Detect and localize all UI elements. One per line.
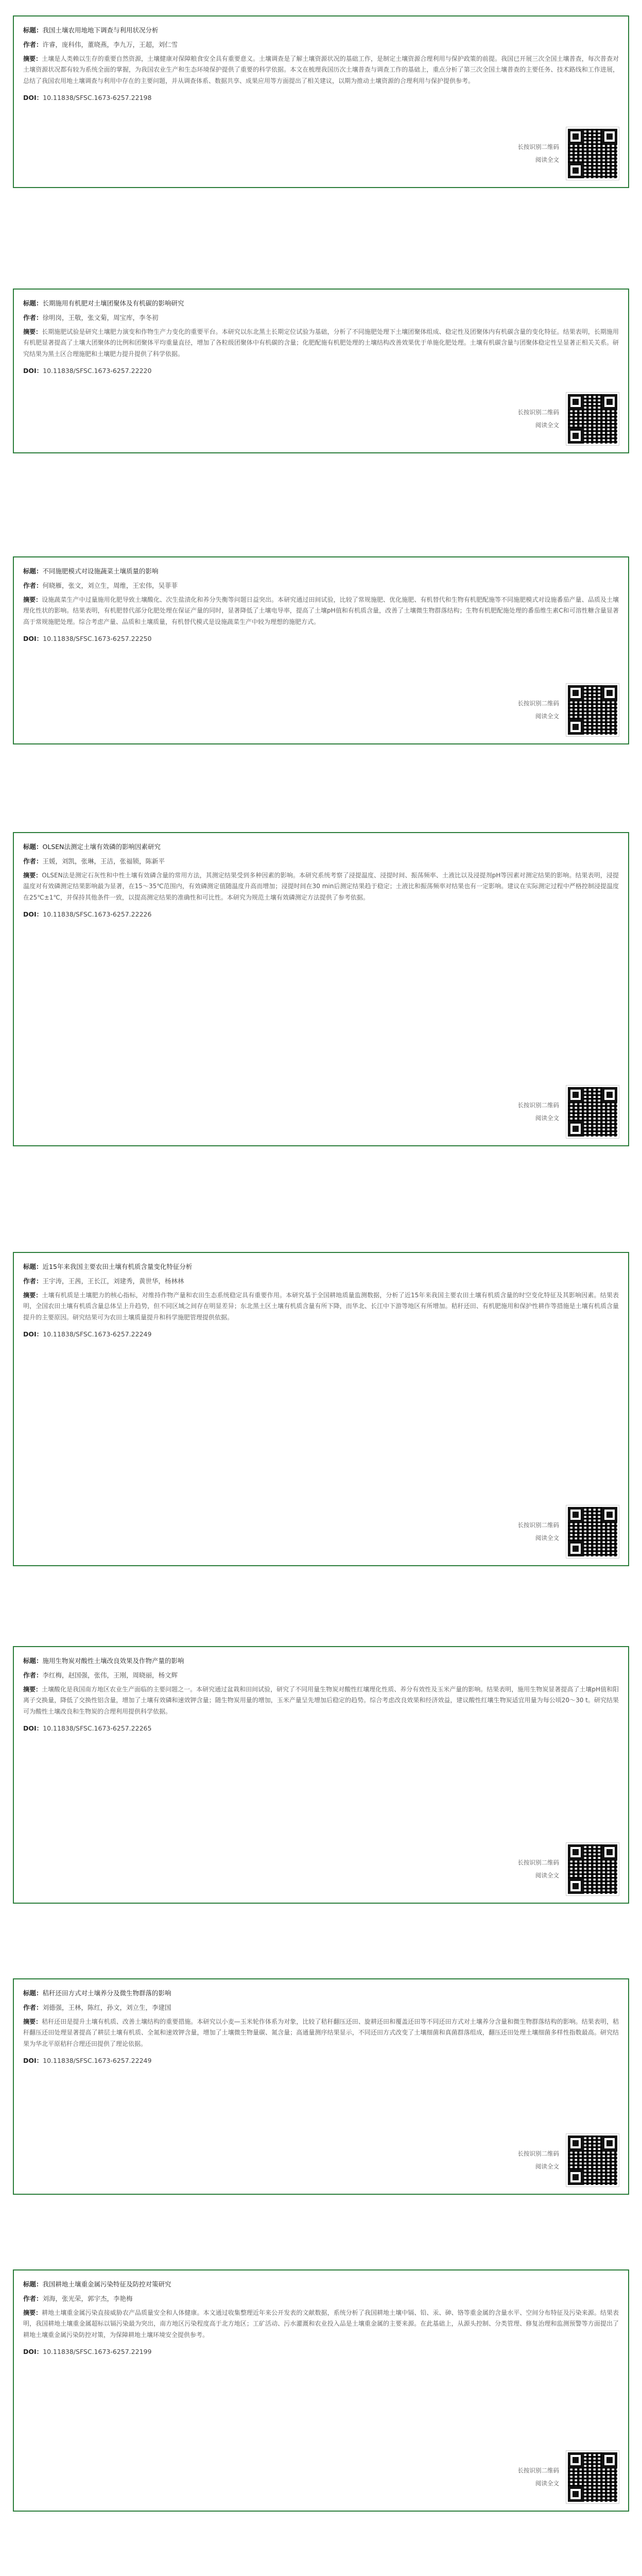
- article-title-row: 标题：近15年来我国主要农田土壤有机质含量变化特征分析: [23, 1263, 193, 1270]
- article-title: 我国耕地土壤重金属污染特征及防控对策研究: [42, 2280, 171, 2288]
- article-authors-row: 作者：许睿，庞科伟，董晓燕，李九万，王超，刘仁雪: [23, 40, 178, 48]
- qr-area: [518, 1505, 619, 1558]
- article-title: OLSEN法测定土壤有效磷的影响因素研究: [42, 843, 161, 851]
- article-card: [13, 289, 629, 453]
- article-doi: 10.11838/SFSC.1673-6257.22199: [43, 2347, 152, 2355]
- article-abstract-row: 摘要：土壤是人类赖以生存的重要自然资源，土壤健康对保障粮食安全具有重要意义。土壤调查是了解土壤资源状况的基础工作，是制定土壤资源合理利用与保护政策的前提。我国已开展三次全国土壤普查，每次普查对土壤资源状况都有较为系统全面的掌握，为我国农业生产和生态环境保护提供了重要的科学依据。本文在梳理我国历次土壤普查与调查工作的基础上，重点分析了第三次全国土壤普查的主要任务、技术路线和工作进展，总结了我国农用地土壤调查与利用中存在的主要问题，并从调查体系、数据共享、成果应用等方面提出了相关建议，以期为推动土壤资源的合理利用与保护提供参考。: [23, 55, 619, 84]
- article-abstract: 长期施肥试验是研究土壤肥力演变和作物生产力变化的重要平台。本研究以东北黑土长期定位试验为基础，分析了不同施肥处理下土壤团聚体组成、稳定性及团聚体内有机碳含量的变化特征。结果表明，长期施用有机肥显著提高了土壤大团聚体的比例和团聚体平均重量直径，增加了各粒级团聚体中有机碳的含量；化肥配施有机肥处理的土壤结构改善效果优于单施化肥处理。土壤有机碳含量与团聚体稳定性呈显著正相关关系。研究结果为黑土区合理施肥和土壤肥力提升提供了科学依据。: [23, 328, 619, 358]
- article-abstract: OLSEN法是测定石灰性和中性土壤有效磷含量的常用方法，其测定结果受到多种因素的影响。本研究系统考察了浸提温度、浸提时间、振荡频率、土液比以及浸提剂pH等因素对测定结果的影响。结果表明，浸提温度对有效磷测定结果影响最为显著，在15～35℃范围内，有效磷测定值随温度升高而增加；浸提时间在30 min后测定结果趋于稳定；土液比和振荡频率对结果也有一定影响。建议在实际测定过程中严格控制浸提温度在25℃±1℃，并保持其他条件一致，以提高测定结果的准确性和可比性。本研究为规范土壤有效磷测定方法提供了参考依据。: [23, 871, 619, 901]
- qr-caption: 长按识别二维码 阅读全文: [517, 1521, 559, 1541]
- article-authors: 许睿，庞科伟，董晓燕，李九万，王超，刘仁雪: [42, 40, 178, 48]
- article-authors-row: 作者：刘海，张光荣，郭宇杰，李艳梅: [23, 2294, 133, 2302]
- qr-code-icon[interactable]: [566, 1086, 619, 1138]
- article-card: [13, 1978, 629, 2195]
- article-doi-row: DOI：10.11838/SFSC.1673-6257.22249: [23, 2056, 152, 2064]
- article-title: 不同施肥模式对设施蔬菜土壤质量的影响: [42, 567, 159, 575]
- article-authors: 刘海，张光荣，郭宇杰，李艳梅: [42, 2294, 133, 2302]
- qr-code-icon[interactable]: [566, 2451, 619, 2503]
- article-doi: 10.11838/SFSC.1673-6257.22249: [43, 1330, 152, 1338]
- qr-caption: 长按识别二维码 阅读全文: [517, 1101, 559, 1122]
- qr-area: [518, 2451, 619, 2503]
- article-title-row: 标题：长期施用有机肥对土壤团聚体及有机碳的影响研究: [23, 299, 184, 307]
- article-title-row: 标题：秸秆还田方式对土壤养分及微生物群落的影响: [23, 1989, 171, 1997]
- article-doi: 10.11838/SFSC.1673-6257.22265: [43, 1724, 152, 1732]
- article-doi: 10.11838/SFSC.1673-6257.22220: [43, 366, 152, 375]
- article-abstract: 土壤是人类赖以生存的重要自然资源，土壤健康对保障粮食安全具有重要意义。土壤调查是了解土壤资源状况的基础工作，是制定土壤资源合理利用与保护政策的前提。我国已开展三次全国土壤普查，每次普查对土壤资源状况都有较为系统全面的掌握，为我国农业生产和生态环境保护提供了重要的科学依据。本文在梳理我国历次土壤普查与调查工作的基础上，重点分析了第三次全国土壤普查的主要任务、技术路线和工作进展，总结了我国农用地土壤调查与利用中存在的主要问题，并从调查体系、数据共享、成果应用等方面提出了相关建议，以期为推动土壤资源的合理利用与保护提供参考。: [23, 55, 619, 84]
- article-abstract: 耕地土壤重金属污染直接威胁农产品质量安全和人体健康。本文通过收集整理近年来公开发表的文献数据，系统分析了我国耕地土壤中镉、铅、汞、砷、铬等重金属的含量水平、空间分布特征及污染来源。结果表明，我国耕地土壤重金属超标以镉污染最为突出，南方地区污染程度高于北方地区；工矿活动、污水灌溉和农业投入品是土壤重金属的主要来源。在此基础上，从源头控制、分类管理、修复治理和监测预警等方面提出了耕地土壤重金属污染防控对策，为保障耕地土壤环境安全提供参考。: [23, 2309, 619, 2338]
- article-authors: 何晓雁，张文，刘立生，周维，王宏伟，吴菲菲: [42, 581, 178, 589]
- qr-area: [518, 684, 619, 736]
- qr-code-icon[interactable]: [566, 2134, 619, 2187]
- qr-caption: 长按识别二维码 阅读全文: [517, 408, 559, 429]
- article-abstract-row: 摘要：设施蔬菜生产中过量施用化肥导致土壤酸化、次生盐渍化和养分失衡等问题日益突出。本研究通过田间试验，比较了常规施肥、优化施肥、有机替代和生物有机肥配施等不同施肥模式对设施番茄产量、品质及土壤理化性状的影响。结果表明，有机肥替代部分化肥处理在保证产量的同时，显著降低了土壤电导率，提高了土壤pH值和有机质含量，改善了土壤微生物群落结构；生物有机肥配施处理的番茄维生素C和可溶性糖含量显著高于常规施肥处理。综合考虑产量、品质和土壤质量，有机替代模式是设施蔬菜生产中较为理想的施肥方式。: [23, 596, 619, 625]
- qr-caption: 长按识别二维码 阅读全文: [517, 143, 559, 163]
- article-abstract: 设施蔬菜生产中过量施用化肥导致土壤酸化、次生盐渍化和养分失衡等问题日益突出。本研究通过田间试验，比较了常规施肥、优化施肥、有机替代和生物有机肥配施等不同施肥模式对设施番茄产量、品质及土壤理化性状的影响。结果表明，有机肥替代部分化肥处理在保证产量的同时，显著降低了土壤电导率，提高了土壤pH值和有机质含量，改善了土壤微生物群落结构；生物有机肥配施处理的番茄维生素C和可溶性糖含量显著高于常规施肥处理。综合考虑产量、品质和土壤质量，有机替代模式是设施蔬菜生产中较为理想的施肥方式。: [23, 596, 619, 625]
- article-doi-row: DOI：10.11838/SFSC.1673-6257.22250: [23, 634, 152, 642]
- qr-caption: 长按识别二维码 阅读全文: [517, 2466, 559, 2487]
- article-abstract-row: 摘要：土壤有机质是土壤肥力的核心指标，对维持作物产量和农田生态系统稳定具有重要作用。本研究基于全国耕地质量监测数据，分析了近15年来我国主要农田土壤有机质含量的时空变化特征及其影响因素。结果表明，全国农田土壤有机质含量总体呈上升趋势，但不同区域之间存在明显差异；东北黑土区土壤有机质含量有所下降，而华北、长江中下游等地区有所增加。秸秆还田、有机肥施用和保护性耕作等措施是土壤有机质含量提升的主要原因。研究结果可为农田土壤质量提升和科学施肥管理提供依据。: [23, 1291, 619, 1321]
- article-abstract-row: 摘要：长期施肥试验是研究土壤肥力演变和作物生产力变化的重要平台。本研究以东北黑土长期定位试验为基础，分析了不同施肥处理下土壤团聚体组成、稳定性及团聚体内有机碳含量的变化特征。结果表明，长期施用有机肥显著提高了土壤大团聚体的比例和团聚体平均重量直径，增加了各粒级团聚体中有机碳的含量；化肥配施有机肥处理的土壤结构改善效果优于单施化肥处理。土壤有机碳含量与团聚体稳定性呈显著正相关关系。研究结果为黑土区合理施肥和土壤肥力提升提供了科学依据。: [23, 328, 619, 358]
- article-abstract-row: 摘要：OLSEN法是测定石灰性和中性土壤有效磷含量的常用方法，其测定结果受到多种因素的影响。本研究系统考察了浸提温度、浸提时间、振荡频率、土液比以及浸提剂pH等因素对测定结果的影响。结果表明，浸提温度对有效磷测定结果影响最为显著，在15～35℃范围内，有效磷测定值随温度升高而增加；浸提时间在30 min后测定结果趋于稳定；土液比和振荡频率对结果也有一定影响。建议在实际测定过程中严格控制浸提温度在25℃±1℃，并保持其他条件一致，以提高测定结果的准确性和可比性。本研究为规范土壤有效磷测定方法提供了参考依据。: [23, 871, 619, 901]
- article-doi: 10.11838/SFSC.1673-6257.22226: [43, 910, 152, 918]
- article-card: [13, 15, 629, 188]
- qr-caption: 长按识别二维码 阅读全文: [517, 699, 559, 720]
- article-doi-row: DOI：10.11838/SFSC.1673-6257.22199: [23, 2347, 152, 2355]
- qr-code-icon[interactable]: [566, 1505, 619, 1558]
- article-abstract-row: 摘要：耕地土壤重金属污染直接威胁农产品质量安全和人体健康。本文通过收集整理近年来公开发表的文献数据，系统分析了我国耕地土壤中镉、铅、汞、砷、铬等重金属的含量水平、空间分布特征及污染来源。结果表明，我国耕地土壤重金属超标以镉污染最为突出，南方地区污染程度高于北方地区；工矿活动、污水灌溉和农业投入品是土壤重金属的主要来源。在此基础上，从源头控制、分类管理、修复治理和监测预警等方面提出了耕地土壤重金属污染防控对策，为保障耕地土壤环境安全提供参考。: [23, 2309, 619, 2338]
- qr-area: [518, 1086, 619, 1138]
- article-authors: 李红梅，赵国强，张伟，王刚，周晓丽，杨文辉: [42, 1671, 178, 1679]
- article-doi: 10.11838/SFSC.1673-6257.22198: [43, 93, 152, 101]
- article-doi: 10.11838/SFSC.1673-6257.22249: [43, 2056, 152, 2064]
- article-authors-row: 作者：徐明岗，王敬，张文菊，周宝库，李冬初: [23, 313, 159, 321]
- article-doi-row: DOI：10.11838/SFSC.1673-6257.22249: [23, 1330, 152, 1338]
- article-card: [13, 2269, 629, 2512]
- article-abstract-row: 摘要：秸秆还田是提升土壤有机质、改善土壤结构的重要措施。本研究以小麦—玉米轮作体系为对象，比较了秸秆翻压还田、旋耕还田和覆盖还田等不同还田方式对土壤养分含量和微生物群落结构的影响。结果表明，秸秆翻压还田处理显著提高了耕层土壤有机质、全氮和速效钾含量，增加了土壤微生物量碳、氮含量；高通量测序结果显示，不同还田方式改变了土壤细菌和真菌群落组成，翻压还田处理土壤细菌多样性指数最高。研究结果为华北平原秸秆合理还田提供了理论依据。: [23, 2018, 619, 2047]
- article-authors-row: 作者：何晓雁，张文，刘立生，周维，王宏伟，吴菲菲: [23, 581, 178, 589]
- article-authors-row: 作者：王宇涛，王茜，王长江，刘建秀，黄世华，杨林林: [23, 1277, 184, 1285]
- qr-area: [518, 2134, 619, 2187]
- article-title: 施用生物炭对酸性土壤改良效果及作物产量的影响: [42, 1657, 184, 1665]
- article-card: [13, 556, 629, 744]
- article-doi-row: DOI：10.11838/SFSC.1673-6257.22220: [23, 366, 152, 375]
- article-doi-row: DOI：10.11838/SFSC.1673-6257.22226: [23, 910, 152, 918]
- article-title-row: 标题：我国土壤农用地地下调查与利用状况分析: [23, 26, 159, 34]
- article-abstract: 土壤酸化是我国南方地区农业生产面临的主要问题之一。本研究通过盆栽和田间试验，研究了不同用量生物炭对酸性红壤理化性质、养分有效性及玉米产量的影响。结果表明，施用生物炭显著提高了土壤pH值和阳离子交换量，降低了交换性铝含量，增加了土壤有效磷和速效钾含量；随生物炭用量的增加，玉米产量呈先增加后稳定的趋势。综合考虑改良效果和经济效益，建议酸性红壤生物炭适宜用量为每公顷20～30 t。研究结果可为酸性土壤改良和生物炭的合理利用提供科学依据。: [23, 1685, 619, 1715]
- article-title-row: 标题：OLSEN法测定土壤有效磷的影响因素研究: [23, 843, 161, 851]
- article-title: 我国土壤农用地地下调查与利用状况分析: [42, 26, 159, 34]
- article-title: 长期施用有机肥对土壤团聚体及有机碳的影响研究: [42, 299, 184, 307]
- qr-code-icon[interactable]: [566, 393, 619, 445]
- article-title: 秸秆还田方式对土壤养分及微生物群落的影响: [42, 1989, 171, 1997]
- article-card: [13, 1646, 629, 1904]
- qr-area: [518, 1843, 619, 1895]
- article-doi: 10.11838/SFSC.1673-6257.22250: [43, 634, 152, 642]
- article-abstract: 秸秆还田是提升土壤有机质、改善土壤结构的重要措施。本研究以小麦—玉米轮作体系为对象，比较了秸秆翻压还田、旋耕还田和覆盖还田等不同还田方式对土壤养分含量和微生物群落结构的影响。结果表明，秸秆翻压还田处理显著提高了耕层土壤有机质、全氮和速效钾含量，增加了土壤微生物量碳、氮含量；高通量测序结果显示，不同还田方式改变了土壤细菌和真菌群落组成，翻压还田处理土壤细菌多样性指数最高。研究结果为华北平原秸秆合理还田提供了理论依据。: [23, 2018, 619, 2047]
- article-authors-row: 作者：刘德强，王林，陈红，孙文，刘立生，李建国: [23, 2003, 171, 2011]
- article-title-row: 标题：我国耕地土壤重金属污染特征及防控对策研究: [23, 2280, 171, 2288]
- article-authors-row: 作者：王媛，刘凯，张琳，王洁，张福锁，陈新平: [23, 857, 165, 865]
- article-doi-row: DOI：10.11838/SFSC.1673-6257.22198: [23, 93, 152, 101]
- qr-area: [518, 393, 619, 445]
- qr-caption: 长按识别二维码 阅读全文: [517, 2149, 559, 2170]
- qr-code-icon[interactable]: [566, 127, 619, 180]
- article-abstract-row: 摘要：土壤酸化是我国南方地区农业生产面临的主要问题之一。本研究通过盆栽和田间试验，研究了不同用量生物炭对酸性红壤理化性质、养分有效性及玉米产量的影响。结果表明，施用生物炭显著提高了土壤pH值和阳离子交换量，降低了交换性铝含量，增加了土壤有效磷和速效钾含量；随生物炭用量的增加，玉米产量呈先增加后稳定的趋势。综合考虑改良效果和经济效益，建议酸性红壤生物炭适宜用量为每公顷20～30 t。研究结果可为酸性土壤改良和生物炭的合理利用提供科学依据。: [23, 1685, 619, 1715]
- article-card: [13, 832, 629, 1146]
- article-title-row: 标题：施用生物炭对酸性土壤改良效果及作物产量的影响: [23, 1657, 184, 1665]
- article-authors: 王宇涛，王茜，王长江，刘建秀，黄世华，杨林林: [42, 1277, 184, 1285]
- article-authors-row: 作者：李红梅，赵国强，张伟，王刚，周晓丽，杨文辉: [23, 1671, 178, 1679]
- qr-code-icon[interactable]: [566, 1843, 619, 1895]
- article-authors: 王媛，刘凯，张琳，王洁，张福锁，陈新平: [42, 857, 165, 865]
- qr-area: [518, 127, 619, 180]
- qr-caption: 长按识别二维码 阅读全文: [517, 1858, 559, 1879]
- article-doi-row: DOI：10.11838/SFSC.1673-6257.22265: [23, 1724, 152, 1732]
- article-authors: 徐明岗，王敬，张文菊，周宝库，李冬初: [42, 313, 159, 321]
- article-title-row: 标题：不同施肥模式对设施蔬菜土壤质量的影响: [23, 567, 159, 575]
- qr-code-icon[interactable]: [566, 684, 619, 736]
- article-abstract: 土壤有机质是土壤肥力的核心指标，对维持作物产量和农田生态系统稳定具有重要作用。本研究基于全国耕地质量监测数据，分析了近15年来我国主要农田土壤有机质含量的时空变化特征及其影响因素。结果表明，全国农田土壤有机质含量总体呈上升趋势，但不同区域之间存在明显差异；东北黑土区土壤有机质含量有所下降，而华北、长江中下游等地区有所增加。秸秆还田、有机肥施用和保护性耕作等措施是土壤有机质含量提升的主要原因。研究结果可为农田土壤质量提升和科学施肥管理提供依据。: [23, 1291, 619, 1321]
- article-title: 近15年来我国主要农田土壤有机质含量变化特征分析: [42, 1263, 193, 1270]
- article-card: [13, 1252, 629, 1566]
- article-authors: 刘德强，王林，陈红，孙文，刘立生，李建国: [42, 2003, 171, 2011]
